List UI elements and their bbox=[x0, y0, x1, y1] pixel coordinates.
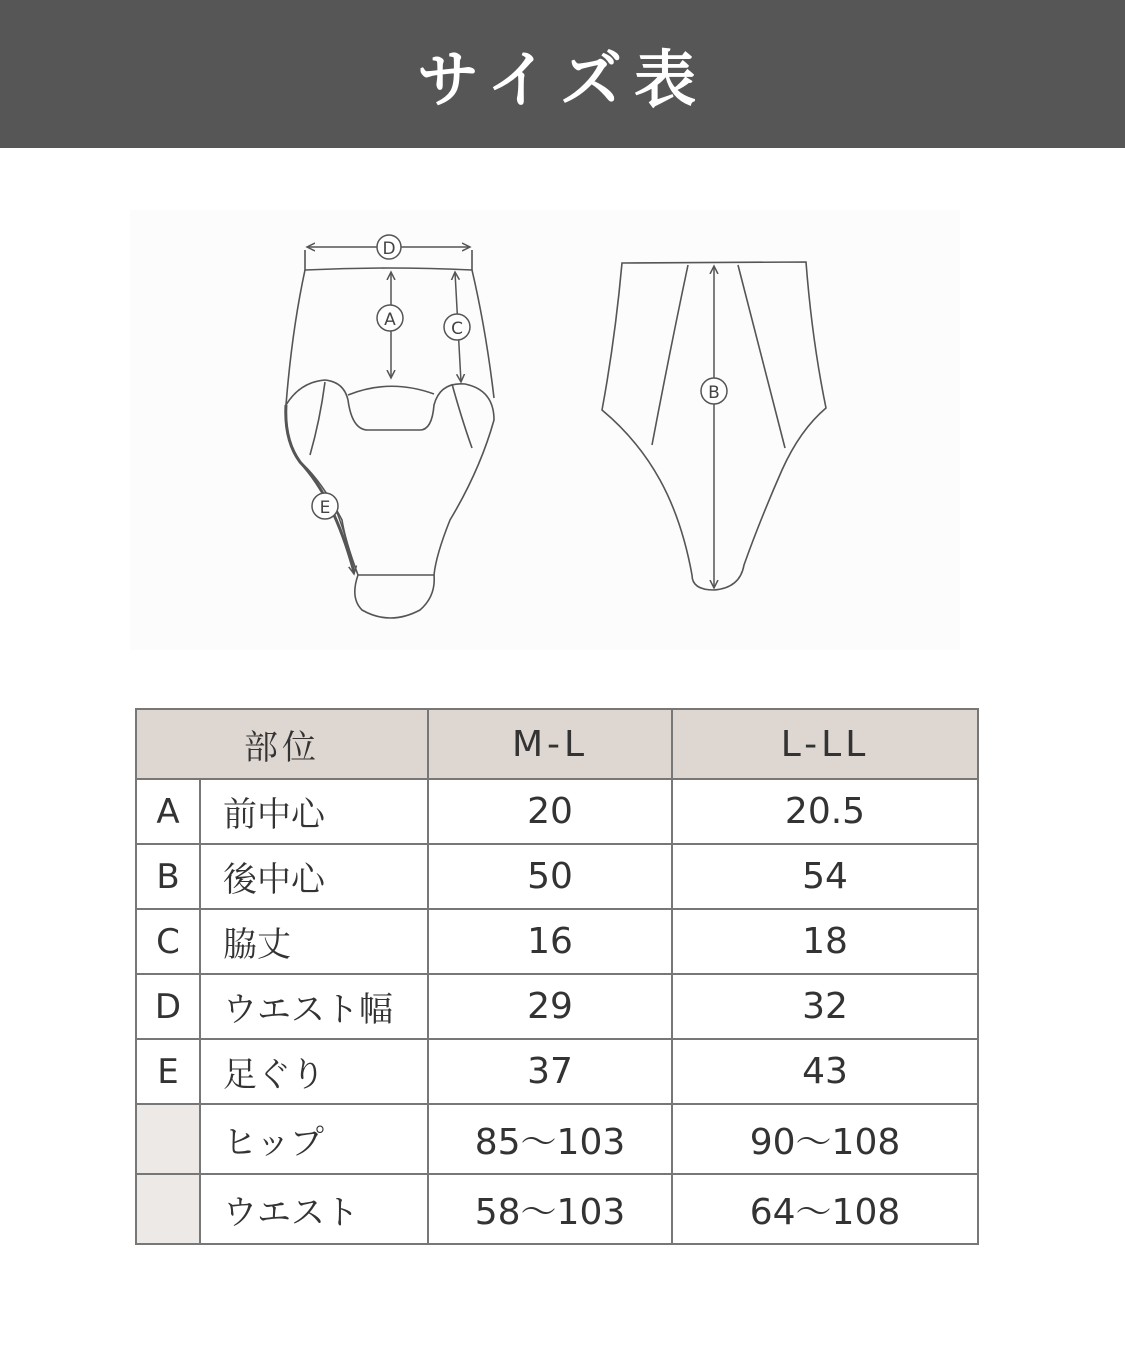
back-left-panel bbox=[652, 265, 688, 445]
row-lll-value: 20.5 bbox=[672, 779, 978, 844]
table-row bbox=[136, 909, 978, 974]
table-row bbox=[136, 1039, 978, 1104]
row-lll-value: 18 bbox=[672, 909, 978, 974]
row-lll-value: 54 bbox=[672, 844, 978, 909]
row-name: 足ぐり bbox=[200, 1039, 428, 1104]
row-key: E bbox=[136, 1039, 200, 1104]
table-row bbox=[136, 844, 978, 909]
svg-text:C: C bbox=[451, 319, 463, 339]
garment-diagram-svg bbox=[130, 210, 960, 650]
label-b bbox=[701, 378, 727, 404]
front-right-seam bbox=[452, 384, 472, 448]
row-name: 後中心 bbox=[200, 844, 428, 909]
row-lll-value: 64〜108 bbox=[672, 1174, 978, 1244]
label-e bbox=[312, 493, 338, 519]
label-d bbox=[377, 235, 401, 259]
row-ml-value: 50 bbox=[428, 844, 672, 909]
table-row bbox=[136, 1104, 978, 1174]
row-lll-value: 90〜108 bbox=[672, 1104, 978, 1174]
front-gusset bbox=[355, 575, 434, 618]
row-ml-value: 58〜103 bbox=[428, 1174, 672, 1244]
row-ml-value: 85〜103 bbox=[428, 1104, 672, 1174]
row-key bbox=[136, 1174, 200, 1244]
svg-text:A: A bbox=[384, 310, 396, 330]
svg-text:E: E bbox=[319, 498, 331, 518]
row-ml-value: 29 bbox=[428, 974, 672, 1039]
row-key: D bbox=[136, 974, 200, 1039]
svg-text:D: D bbox=[382, 239, 396, 259]
table-row bbox=[136, 779, 978, 844]
svg-text:B: B bbox=[708, 383, 720, 403]
table-row bbox=[136, 974, 978, 1039]
front-left-wing bbox=[286, 380, 494, 575]
row-name: ウエスト幅 bbox=[200, 974, 428, 1039]
header-lll: L-LL bbox=[672, 709, 978, 779]
front-left-seam bbox=[310, 382, 325, 455]
row-name: 脇丈 bbox=[200, 909, 428, 974]
page-header bbox=[0, 0, 1125, 148]
size-table bbox=[135, 708, 979, 1245]
row-key bbox=[136, 1104, 200, 1174]
row-lll-value: 32 bbox=[672, 974, 978, 1039]
label-a bbox=[377, 305, 403, 331]
label-c bbox=[444, 314, 470, 340]
header-part: 部位 bbox=[136, 709, 428, 779]
table-header-row bbox=[136, 709, 978, 779]
table-row bbox=[136, 1174, 978, 1244]
row-ml-value: 37 bbox=[428, 1039, 672, 1104]
size-diagram bbox=[130, 210, 960, 650]
row-key: B bbox=[136, 844, 200, 909]
row-ml-value: 20 bbox=[428, 779, 672, 844]
row-ml-value: 16 bbox=[428, 909, 672, 974]
row-name: ウエスト bbox=[200, 1174, 428, 1244]
row-key: C bbox=[136, 909, 200, 974]
front-inner-curve bbox=[348, 386, 434, 395]
header-ml: M-L bbox=[428, 709, 672, 779]
row-key: A bbox=[136, 779, 200, 844]
row-name: ヒップ bbox=[200, 1104, 428, 1174]
back-right-panel bbox=[738, 265, 785, 448]
row-name: 前中心 bbox=[200, 779, 428, 844]
row-lll-value: 43 bbox=[672, 1039, 978, 1104]
page-title: サイズ表 bbox=[416, 42, 709, 116]
front-leg-line bbox=[286, 405, 354, 572]
